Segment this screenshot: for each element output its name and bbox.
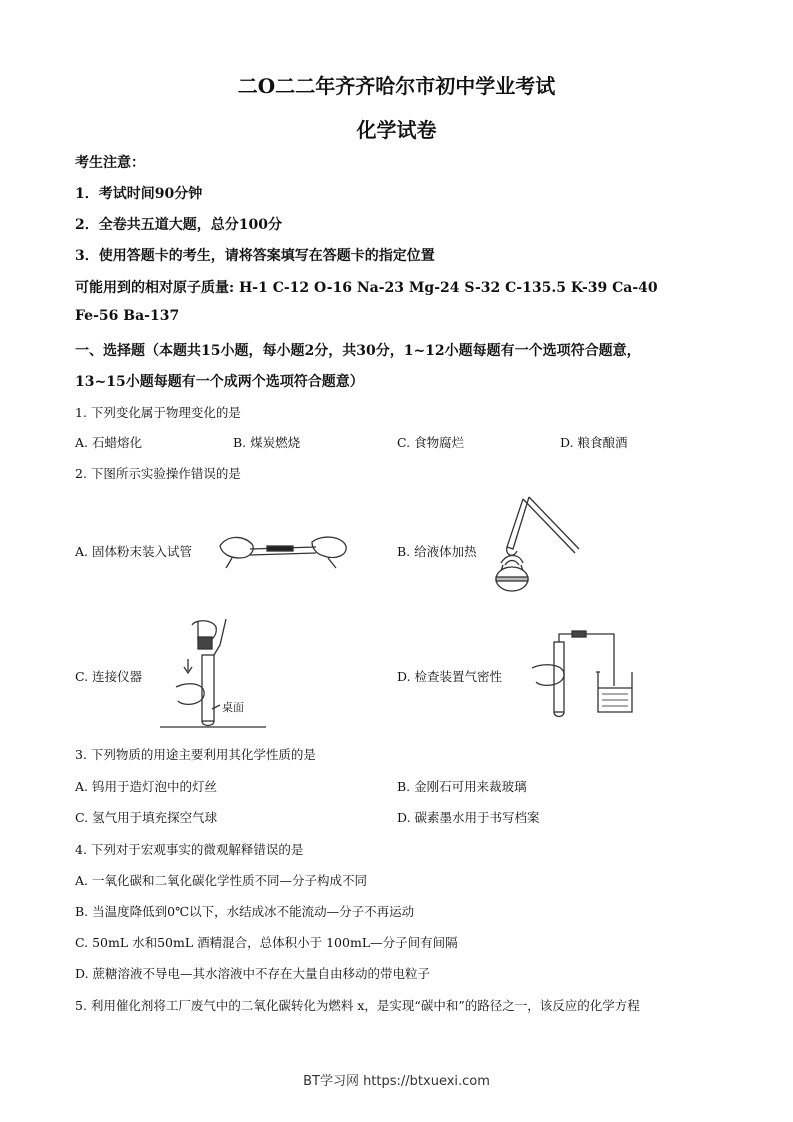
q3-option-a: A. 钨用于造灯泡中的灯丝 xyxy=(75,779,217,794)
q1-option-a: A. 石蜡熔化 xyxy=(75,435,142,450)
atomic-masses-line-1: 可能用到的相对原子质量: H-1 C-12 O-16 Na-23 Mg-24 S-32 C-135.5 K-39 Ca-40 xyxy=(75,280,658,296)
q4-option-b: B. 当温度降低到0℃以下，水结成冰不能流动—分子不再运动 xyxy=(75,904,415,919)
q5-stem: 5. 利用催化剂将工厂废气中的二氧化碳转化为燃料 x，是实现“碳中和”的路径之一，该反应的化学方程 xyxy=(75,998,640,1013)
figure-b-heating-liquid xyxy=(483,493,583,601)
section1-heading-line-1: 一、选择题（本题共15小题，每小题2分，共30分，1~12小题每题有一个选项符合题意， xyxy=(75,343,641,359)
q4-option-c: C. 50mL 水和50mL 酒精混合，总体积小于 100mL—分子间有间隔 xyxy=(75,935,458,950)
notice-item-2: 2．全卷共五道大题，总分100分 xyxy=(75,217,282,233)
q2-stem: 2. 下图所示实验操作错误的是 xyxy=(75,466,241,481)
notice-item-1: 1．考试时间90分钟 xyxy=(75,186,203,202)
q2-option-b: B. 给液体加热 xyxy=(397,544,477,559)
figure-d-airtightness-check xyxy=(526,628,646,720)
q4-option-d: D. 蔗糖溶液不导电—其水溶液中不存在大量自由移动的带电粒子 xyxy=(75,966,431,981)
q1-stem: 1. 下列变化属于物理变化的是 xyxy=(75,405,241,420)
q1-option-c: C. 食物腐烂 xyxy=(397,435,465,450)
q2-option-c: C. 连接仪器 xyxy=(75,669,143,684)
exam-title: 二O二二年齐齐哈尔市初中学业考试 xyxy=(237,74,556,98)
q1-option-d: D. 粮食酿酒 xyxy=(560,435,628,450)
footer-watermark: BT学习网 https://btxuexi.com xyxy=(303,1074,490,1089)
figure-c-connect-apparatus xyxy=(158,615,268,733)
q3-option-d: D. 碳素墨水用于书写档案 xyxy=(397,810,540,825)
section1-heading-line-2: 13~15小题每题有一个成两个选项符合题意） xyxy=(75,374,364,390)
desk-label: 桌面 xyxy=(222,701,244,714)
q3-stem: 3. 下列物质的用途主要利用其化学性质的是 xyxy=(75,747,316,762)
q3-option-c: C. 氢气用于填充探空气球 xyxy=(75,810,218,825)
notice-item-3: 3．使用答题卡的考生，请将答案填写在答题卡的指定位置 xyxy=(75,248,435,264)
atomic-masses-line-2: Fe-56 Ba-137 xyxy=(75,308,180,324)
q2-option-d: D. 检查装置气密性 xyxy=(397,669,503,684)
q4-option-a: A. 一氧化碳和二氧化碳化学性质不同—分子构成不同 xyxy=(75,873,367,888)
q1-option-b: B. 煤炭燃烧 xyxy=(233,435,301,450)
figure-a-powder-into-tube xyxy=(212,528,352,570)
exam-subtitle: 化学试卷 xyxy=(356,118,437,142)
q3-option-b: B. 金刚石可用来裁玻璃 xyxy=(397,779,527,794)
q4-stem: 4. 下列对于宏观事实的微观解释错误的是 xyxy=(75,842,304,857)
q2-option-a: A. 固体粉末装入试管 xyxy=(75,544,192,559)
notice-heading: 考生注意： xyxy=(75,155,145,171)
